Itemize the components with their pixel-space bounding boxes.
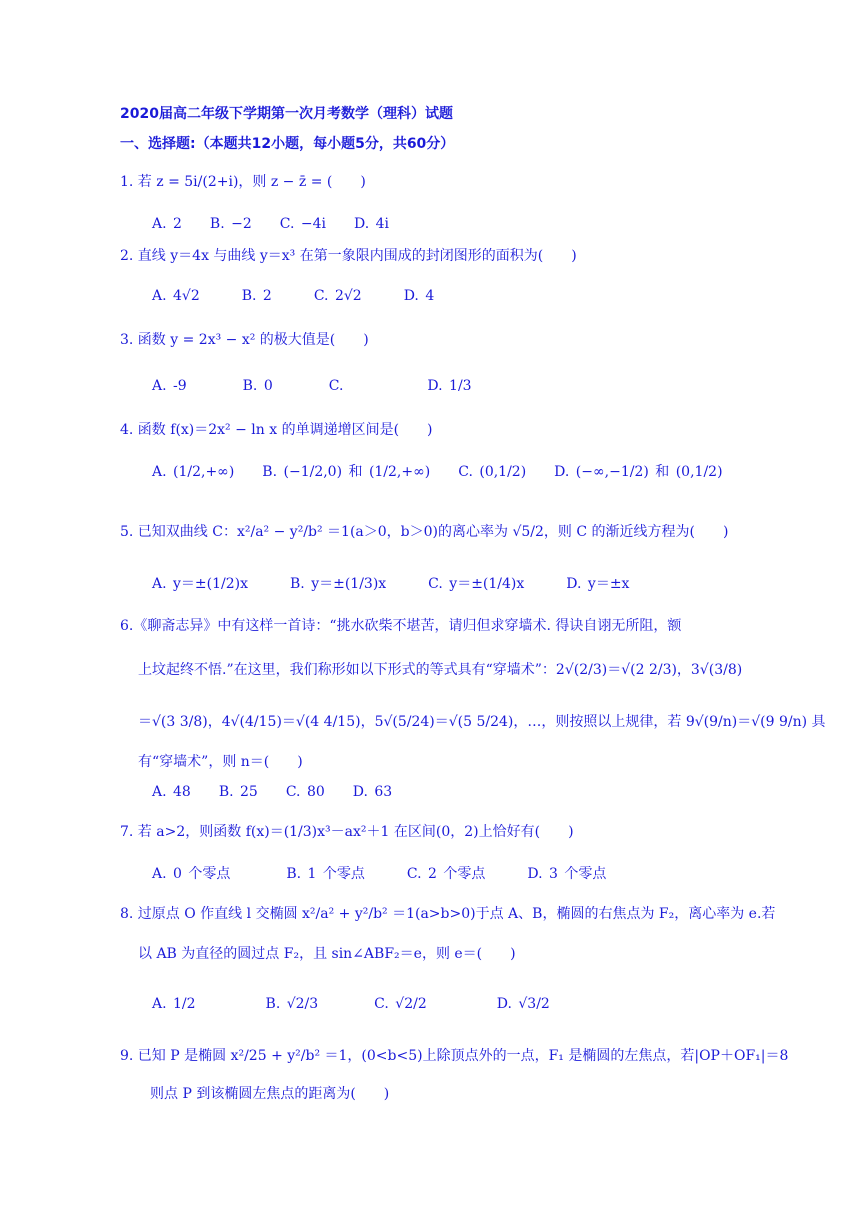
question-6-line-3: ＝√(3 3/8)，4√(4/15)＝√(4 4/15)，5√(5/24)＝√(5 5/24)，…，则按照以上规律，若 9√(9/n)＝√(9 9/n) 具: [138, 714, 826, 730]
question-2-stem: 2. 直线 y＝4x 与曲线 y＝x³ 在第一象限内围成的封闭图形的面积为( ): [120, 248, 577, 264]
question-3-stem: 3. 函数 y = 2x³ − x² 的极大值是( ): [120, 332, 369, 348]
question-3-options: A. -9 B. 0 C. D. 1/3: [152, 378, 472, 394]
question-6-options: A. 48 B. 25 C. 80 D. 63: [152, 784, 393, 800]
question-4-options: A. (1/2,+∞) B. (−1/2,0) 和 (1/2,+∞) C. (0,1/2) D. (−∞,−1/2) 和 (0,1/2): [152, 464, 723, 480]
question-1-options: A. 2 B. −2 C. −4i D. 4i: [152, 216, 389, 232]
question-2-options: A. 4√2 B. 2 C. 2√2 D. 4: [152, 288, 435, 304]
question-6-line-4: 有“穿墙术”，则 n＝( ): [138, 754, 303, 770]
question-8-stem: 8. 过原点 O 作直线 l 交椭圆 x²/a² + y²/b² ＝1(a>b>0)于点 A、B，椭圆的右焦点为 F₂，离心率为 e.若: [120, 906, 776, 922]
question-7-options: A. 0 个零点 B. 1 个零点 C. 2 个零点 D. 3 个零点: [152, 866, 607, 882]
question-7-stem: 7. 若 a>2，则函数 f(x)＝(1/3)x³－ax²＋1 在区间(0，2)上恰好有( ): [120, 824, 574, 840]
question-4-stem: 4. 函数 f(x)＝2x² − ln x 的单调递增区间是( ): [120, 422, 433, 438]
question-9-line-2: 则点 P 到该椭圆左焦点的距离为( ): [150, 1086, 390, 1102]
question-8-line-2: 以 AB 为直径的圆过点 F₂，且 sin∠ABF₂＝e，则 e＝( ): [138, 946, 516, 962]
question-6-stem: 6.《聊斋志异》中有这样一首诗：“挑水砍柴不堪苦，请归但求穿墙术. 得诀自诩无所阻，额: [120, 618, 682, 634]
question-8-options: A. 1/2 B. √2/3 C. √2/2 D. √3/2: [152, 996, 550, 1012]
exam-title: 2020届高二年级下学期第一次月考数学（理科）试题: [120, 106, 453, 122]
question-9-stem: 9. 已知 P 是椭圆 x²/25 + y²/b² ＝1，(0<b<5)上除顶点外的一点，F₁ 是椭圆的左焦点，若|OP＋OF₁|＝8: [120, 1048, 789, 1064]
question-5-options: A. y＝±(1/2)x B. y＝±(1/3)x C. y＝±(1/4)x D. y＝±x: [152, 576, 630, 592]
question-6-line-2: 上坟起终不悟.”在这里，我们称形如以下形式的等式具有“穿墙术”：2√(2/3)＝√(2 2/3)，3√(3/8): [138, 662, 743, 678]
section-heading: 一、选择题:（本题共12小题，每小题5分，共60分）: [120, 136, 455, 152]
question-5-stem: 5. 已知双曲线 C：x²/a² − y²/b² ＝1(a＞0，b＞0)的离心率为 √5/2，则 C 的渐近线方程为( ): [120, 524, 729, 540]
question-1-stem: 1. 若 z = 5i/(2+i)，则 z − z̄ = ( ): [120, 174, 366, 190]
